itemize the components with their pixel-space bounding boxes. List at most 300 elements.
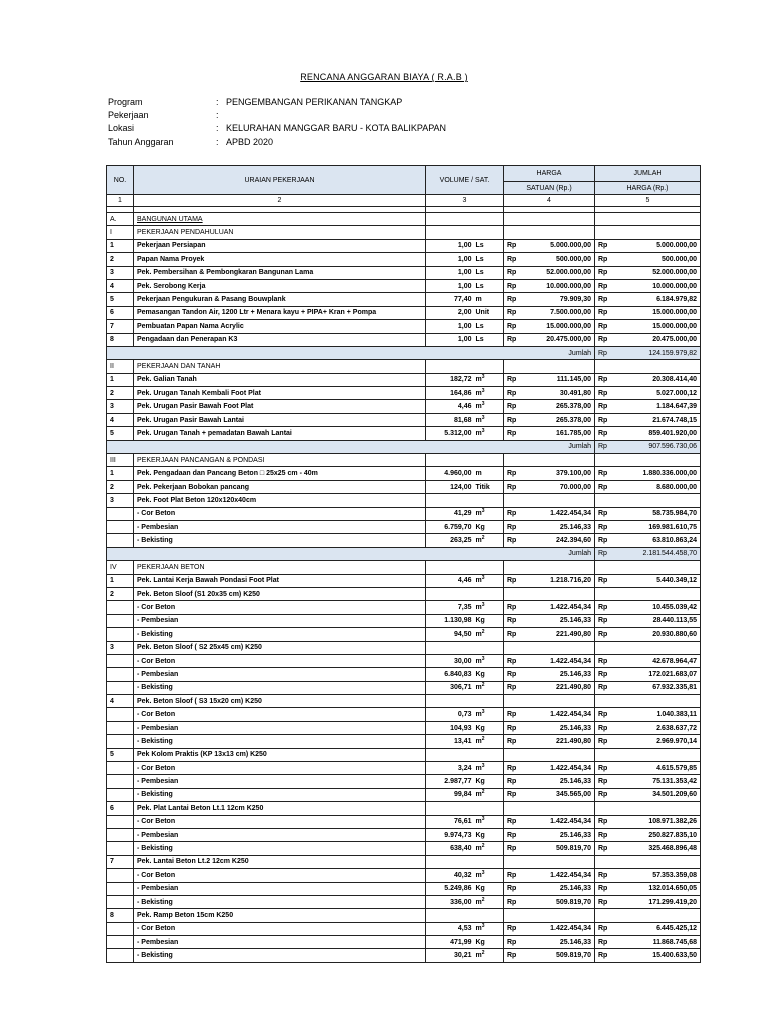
unit-exponent: 2 [481,950,485,957]
table-row [107,614,701,627]
currency-label: Rp [504,654,522,667]
table-row [107,266,701,279]
currency-label: Rp [504,373,522,386]
cell [504,360,595,373]
unit-exponent: 3 [481,387,485,394]
row-number: 5 [107,427,134,440]
currency-label: Rp [504,534,522,547]
currency-label: Rp [595,721,613,734]
unit-exponent: 2 [481,628,485,635]
row-volume: 40,32 [426,869,474,882]
row-number: 8 [107,333,134,346]
currency-label: Rp [504,520,522,533]
row-total: 75.131.353,42 [613,775,701,788]
row-volume: 263,25 [426,534,474,547]
row-volume [426,909,474,922]
table-row [107,949,701,962]
currency-label: Rp [595,922,613,935]
row-unit-price: 1.422.454,34 [522,869,595,882]
row-number [107,895,134,908]
meta-label: Program [108,97,143,107]
row-unit: $m^3$ [474,373,504,386]
meta-label: Pekerjaan [108,110,149,120]
currency-label: Rp [504,266,522,279]
row-number: 6 [107,802,134,815]
currency-label: Rp [504,239,522,252]
row-unit-price [522,748,595,761]
row-volume: 336,00 [426,895,474,908]
currency-label: Rp [504,828,522,841]
row-volume: 471,99 [426,936,474,949]
row-total: 52.000.000,00 [613,266,701,279]
description-text: PEKERJAAN PENDAHULUAN [137,229,234,237]
row-total [613,802,701,815]
row-total: 325.468.896,48 [613,842,701,855]
row-number [107,628,134,641]
currency-label: Rp [504,936,522,949]
row-total: 20.308.414,40 [613,373,701,386]
row-description: - Bekisting [134,534,426,547]
row-volume: 6.840,83 [426,668,474,681]
col-uraian-header: URAIAN PEKERJAAN [134,166,426,195]
row-unit-price [522,802,595,815]
row-total: 11.868.745,68 [613,936,701,949]
row-unit-price: 509.819,70 [522,842,595,855]
subtotal-amount: 124.159.979,82 [613,346,701,359]
row-volume: 1,00 [426,333,474,346]
row-description: - Pembesian [134,668,426,681]
row-unit-price: 25.146,33 [522,721,595,734]
row-description: - Pembesian [134,936,426,949]
unit-exponent: 3 [481,869,485,876]
row-description: - Cor Beton [134,922,426,935]
currency-label: Rp [595,882,613,895]
row-volume: 30,00 [426,654,474,667]
row-unit-price: 1.422.454,34 [522,708,595,721]
row-number: 4 [107,279,134,292]
row-description: - Bekisting [134,842,426,855]
row-unit: Ls [474,279,504,292]
row-unit: $m^2$ [474,949,504,962]
row-unit-price [522,909,595,922]
description-text: BANGUNAN UTAMA [137,215,203,223]
row-number [107,815,134,828]
row-total: 172.021.683,07 [613,668,701,681]
section-row [107,213,701,226]
currency-label: Rp [504,306,522,319]
description-text: PEKERJAAN BETON [137,563,205,571]
row-total: 10.455.039,42 [613,601,701,614]
table-row [107,695,701,708]
table-row [107,654,701,667]
row-number: 1 [107,373,134,386]
row-description: - Cor Beton [134,708,426,721]
unit-exponent: 3 [481,575,485,582]
row-total: 10.000.000,00 [613,279,701,292]
cell [426,213,504,226]
row-volume: 1,00 [426,279,474,292]
row-volume: 4.960,00 [426,467,474,480]
table-row [107,869,701,882]
row-number: 5 [107,293,134,306]
row-number: 4 [107,695,134,708]
row-total: 67.932.335,81 [613,681,701,694]
row-unit: $m^3$ [474,654,504,667]
currency-label: Rp [504,628,522,641]
row-volume: 5.249,86 [426,882,474,895]
row-number: 1 [107,574,134,587]
row-total: 15.000.000,00 [613,306,701,319]
meta-value: APBD 2020 [226,137,274,147]
row-total: 15.400.633,50 [613,949,701,962]
row-number: 3 [107,266,134,279]
row-unit: Kg [474,614,504,627]
row-unit-price: 1.218.716,20 [522,574,595,587]
row-description: Pek. Urugan Tanah + pemadatan Bawah Lantai [134,427,426,440]
currency-label: Rp [504,413,522,426]
row-total: 5.000.000,00 [613,239,701,252]
table-row [107,373,701,386]
currency-label: Rp [504,681,522,694]
row-unit-price: 10.000.000,00 [522,279,595,292]
row-unit-price: 7.500.000,00 [522,306,595,319]
row-unit: Unit [474,306,504,319]
currency-label: Rp [504,815,522,828]
row-number [107,520,134,533]
row-unit: Kg [474,721,504,734]
currency-label: Rp [595,306,613,319]
currency-label: Rp [595,480,613,493]
row-volume: 1,00 [426,239,474,252]
row-number [107,507,134,520]
document-title: RENCANA ANGGARAN BIAYA ( R.A.B ) [300,72,468,82]
currency-label: Rp [504,869,522,882]
row-description: - Bekisting [134,949,426,962]
row-number [107,534,134,547]
currency-label [595,695,613,708]
subtotal-label: Jumlah [107,346,595,359]
row-volume: 1,00 [426,266,474,279]
col-harga-subheader: SATUAN (Rp.) [504,182,595,195]
row-unit-price: 242.394,60 [522,534,595,547]
row-number: 8 [107,909,134,922]
row-number [107,654,134,667]
meta-label: Lokasi [108,123,135,133]
row-total [613,748,701,761]
row-volume [426,641,474,654]
table-row [107,855,701,868]
row-unit-price: 52.000.000,00 [522,266,595,279]
row-number: 2 [107,253,134,266]
table-row [107,641,701,654]
subtotal-label: Jumlah [107,547,595,560]
row-description: - Pembesian [134,775,426,788]
row-total: 169.981.610,75 [613,520,701,533]
row-description: Pek. Lantai Kerja Bawah Pondasi Foot Plat [134,574,426,587]
row-total: 42.678.964,47 [613,654,701,667]
currency-label: Rp [595,815,613,828]
row-unit-price [522,587,595,600]
currency-label: Rp [595,440,613,453]
row-description: Pek. Beton Sloof ( S3 15x20 cm) K250 [134,695,426,708]
currency-label [504,748,522,761]
currency-label: Rp [504,708,522,721]
row-volume: 76,61 [426,815,474,828]
row-unit: Ls [474,253,504,266]
table-row [107,520,701,533]
currency-label: Rp [595,279,613,292]
row-total: 34.501.209,60 [613,788,701,801]
row-description: - Pembesian [134,721,426,734]
row-total: 6.184.979,82 [613,293,701,306]
row-unit: $m^3$ [474,922,504,935]
row-unit: $m^3$ [474,507,504,520]
col-jumlah-subheader: HARGA (Rp.) [595,182,701,195]
currency-label: Rp [595,427,613,440]
row-description: Pek. Lantai Beton Lt.2 12cm K250 [134,855,426,868]
table-row [107,601,701,614]
currency-label: Rp [504,507,522,520]
row-description [134,360,426,373]
row-volume: 6.759,70 [426,520,474,533]
row-volume: 81,68 [426,413,474,426]
currency-label: Rp [595,507,613,520]
row-description [134,213,426,226]
subtotal-amount: 2.181.544.458,70 [613,547,701,560]
row-total: 171.299.419,20 [613,895,701,908]
currency-label: Rp [595,547,613,560]
currency-label [504,587,522,600]
row-volume: 2.987,77 [426,775,474,788]
table-row [107,507,701,520]
row-description: Pek. Serobong Kerja [134,279,426,292]
unit-exponent: 2 [481,843,485,850]
category-row [107,454,701,467]
subtotal-row [107,440,701,453]
unit-exponent: 3 [481,602,485,609]
cell [426,454,504,467]
currency-label: Rp [595,373,613,386]
currency-label: Rp [504,882,522,895]
row-number [107,936,134,949]
table-row [107,534,701,547]
meta-colon: : [216,97,219,107]
subtotal-label: Jumlah [107,440,595,453]
row-unit-price [522,641,595,654]
row-volume: 7,35 [426,601,474,614]
row-volume: 3,24 [426,762,474,775]
row-description: Pek. Urugan Pasir Bawah Foot Plat [134,400,426,413]
row-volume: 99,84 [426,788,474,801]
category-row [107,226,701,239]
currency-label: Rp [595,467,613,480]
row-unit [474,855,504,868]
currency-label [595,909,613,922]
currency-label: Rp [504,574,522,587]
table-row [107,815,701,828]
row-total: 859.401.920,00 [613,427,701,440]
row-total: 500.000,00 [613,253,701,266]
row-unit: $m^3$ [474,387,504,400]
row-unit: $m^2$ [474,735,504,748]
row-number [107,668,134,681]
row-total [613,641,701,654]
row-total: 20.475.000,00 [613,333,701,346]
rab-table-body [107,207,701,963]
row-volume: 4,46 [426,400,474,413]
row-description: - Pembesian [134,882,426,895]
currency-label: Rp [504,333,522,346]
row-description: - Bekisting [134,681,426,694]
row-unit-price [522,494,595,507]
table-row [107,842,701,855]
table-row [107,668,701,681]
row-description: Papan Nama Proyek [134,253,426,266]
row-volume [426,855,474,868]
row-description: Pek. Pembersihan & Pembongkaran Bangunan Lama [134,266,426,279]
row-description: Pek. Ramp Beton 15cm K250 [134,909,426,922]
row-unit: Kg [474,668,504,681]
table-row [107,628,701,641]
row-number [107,601,134,614]
row-unit-price: 221.490,80 [522,681,595,694]
unit-exponent: 2 [481,735,485,742]
row-unit: $m^3$ [474,427,504,440]
currency-label: Rp [595,788,613,801]
row-volume: 1,00 [426,253,474,266]
row-volume: 9.974,73 [426,828,474,841]
table-row [107,494,701,507]
table-row [107,936,701,949]
row-number: I [107,226,134,239]
table-row [107,882,701,895]
row-unit: $m^3$ [474,762,504,775]
currency-label: Rp [504,949,522,962]
cell [504,226,595,239]
currency-label: Rp [504,427,522,440]
row-unit [474,494,504,507]
currency-label: Rp [595,654,613,667]
row-description: - Cor Beton [134,654,426,667]
row-number: 3 [107,400,134,413]
row-volume: 94,50 [426,628,474,641]
row-unit [474,909,504,922]
row-number [107,922,134,935]
row-description: - Cor Beton [134,601,426,614]
currency-label: Rp [595,869,613,882]
row-volume: 41,29 [426,507,474,520]
description-text: PEKERJAAN PANCANGAN & PONDASI [137,456,265,464]
row-total: 5.027.000,12 [613,387,701,400]
row-number [107,762,134,775]
currency-label: Rp [595,346,613,359]
currency-label: Rp [595,253,613,266]
row-description: - Cor Beton [134,507,426,520]
row-volume: 5.312,00 [426,427,474,440]
row-unit-price: 345.565,00 [522,788,595,801]
row-unit: Ls [474,320,504,333]
row-total [613,909,701,922]
row-description: Pek. Galian Tanah [134,373,426,386]
currency-label: Rp [504,735,522,748]
row-total: 4.615.579,85 [613,762,701,775]
row-unit: $m^3$ [474,815,504,828]
row-volume: 124,00 [426,480,474,493]
unit-exponent: 3 [481,816,485,823]
unit-exponent: 3 [481,414,485,421]
row-unit-price: 1.422.454,34 [522,922,595,935]
unit-exponent: 3 [481,374,485,381]
currency-label: Rp [504,668,522,681]
row-description: Pekerjaan Pengukuran & Pasang Bouwplank [134,293,426,306]
currency-label: Rp [595,936,613,949]
unit-exponent: 3 [481,427,485,434]
col-harga-header: HARGA [504,166,595,182]
currency-label: Rp [595,520,613,533]
row-description: Pek. Urugan Tanah Kembali Foot Plat [134,387,426,400]
row-unit: $m^3$ [474,400,504,413]
table-row [107,762,701,775]
table-row [107,909,701,922]
row-total: 2.638.637,72 [613,721,701,734]
currency-label: Rp [595,534,613,547]
row-number [107,828,134,841]
table-row [107,413,701,426]
cell [595,213,701,226]
currency-label [504,494,522,507]
row-number: 3 [107,494,134,507]
table-row [107,427,701,440]
row-unit: Kg [474,936,504,949]
cell [504,454,595,467]
row-description: Pek. Urugan Pasir Bawah Lantai [134,413,426,426]
unit-exponent: 2 [481,896,485,903]
row-unit-price: 500.000,00 [522,253,595,266]
currency-label [595,748,613,761]
meta-label: Tahun Anggaran [108,137,174,147]
currency-label [504,802,522,815]
col-index: 3 [426,195,504,207]
row-unit: Kg [474,520,504,533]
row-total: 20.930.880,60 [613,628,701,641]
row-unit-price: 1.422.454,34 [522,654,595,667]
row-number [107,681,134,694]
unit-exponent: 3 [481,508,485,515]
row-number: 7 [107,855,134,868]
currency-label: Rp [504,895,522,908]
currency-label: Rp [504,922,522,935]
table-row [107,279,701,292]
currency-label: Rp [504,467,522,480]
table-row [107,748,701,761]
currency-label: Rp [595,333,613,346]
row-total: 108.971.382,26 [613,815,701,828]
row-description: - Bekisting [134,788,426,801]
row-unit-price [522,695,595,708]
row-total: 250.827.835,10 [613,828,701,841]
unit-exponent: 2 [481,682,485,689]
row-unit-price: 70.000,00 [522,480,595,493]
row-number [107,949,134,962]
unit-exponent: 2 [481,535,485,542]
row-unit: $m^2$ [474,842,504,855]
table-row [107,333,701,346]
row-number: A. [107,213,134,226]
row-description [134,226,426,239]
row-volume [426,695,474,708]
row-number: 2 [107,480,134,493]
cell [595,226,701,239]
